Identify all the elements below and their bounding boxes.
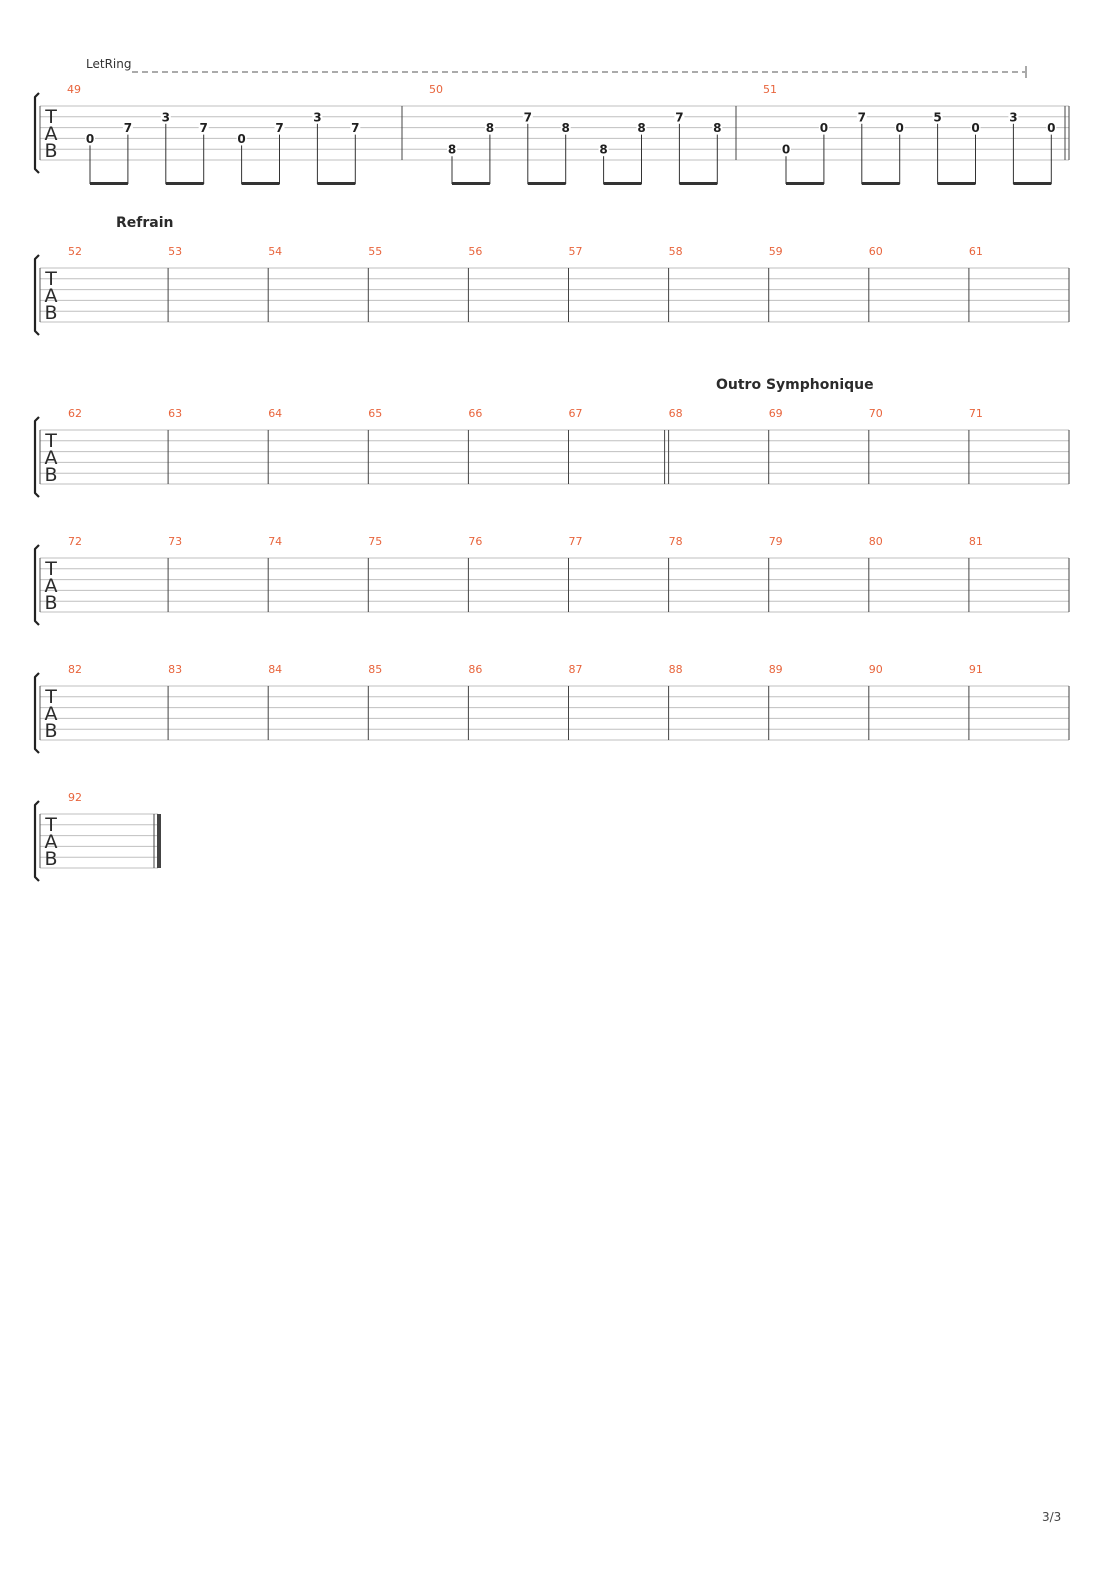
tab-clef-t: T	[45, 106, 57, 128]
fret-number: 0	[781, 142, 791, 157]
tab-clef-b: B	[44, 720, 58, 742]
fret-number: 3	[161, 110, 170, 125]
let-ring-label: LetRing	[86, 57, 132, 71]
measure-number: 72	[68, 535, 82, 548]
measure-number: 73	[168, 535, 183, 548]
measure-number: 89	[768, 663, 783, 676]
eighth-beam	[90, 182, 128, 185]
measure-number: 76	[468, 535, 483, 548]
measure-number: 74	[268, 535, 283, 548]
measure-number: 75	[368, 535, 383, 548]
measure-number: 57	[568, 245, 583, 258]
system-6-bracket	[35, 801, 39, 881]
fret-number: 0	[237, 131, 246, 146]
tab-clef-t: T	[45, 430, 57, 452]
eighth-beam	[679, 182, 717, 185]
measure-number: 66	[468, 407, 483, 420]
system-3-bracket	[35, 417, 39, 497]
measure-number: 60	[868, 245, 883, 258]
eighth-beam	[166, 182, 204, 185]
measure-number: 51	[763, 83, 777, 96]
tab-clef-b: B	[44, 302, 58, 324]
tab-clef-a: A	[44, 575, 58, 597]
eighth-beam	[242, 182, 280, 185]
measure-number: 56	[468, 245, 483, 258]
tab-clef-t: T	[45, 814, 57, 836]
fret-number: 7	[351, 121, 360, 136]
fret-number: 0	[895, 121, 904, 136]
eighth-beam	[786, 182, 824, 185]
tab-clef-a: A	[44, 831, 58, 853]
measure-number: 83	[168, 663, 183, 676]
measure-number: 91	[968, 663, 983, 676]
fret-number: 8	[637, 121, 646, 136]
measure-number: 81	[968, 535, 983, 548]
measure-number: 63	[168, 407, 183, 420]
fret-number: 7	[857, 110, 866, 125]
fret-number: 8	[485, 121, 495, 136]
fret-number: 0	[1047, 121, 1056, 136]
tab-clef-a: A	[44, 447, 58, 469]
measure-number: 77	[568, 535, 583, 548]
eighth-beam	[604, 182, 642, 185]
measure-number: 55	[368, 245, 383, 258]
system-4-bracket	[35, 545, 39, 625]
tab-clef-b: B	[44, 848, 58, 870]
measure-number: 58	[668, 245, 683, 258]
measure-number: 70	[868, 407, 883, 420]
eighth-beam	[452, 182, 490, 185]
measure-number: 54	[268, 245, 283, 258]
measure-number: 61	[968, 245, 983, 258]
measure-number: 85	[368, 663, 383, 676]
tab-clef-b: B	[44, 140, 58, 162]
system-1-bracket	[35, 93, 39, 173]
measure-number: 78	[668, 535, 683, 548]
measure-number: 64	[268, 407, 283, 420]
fret-number: 7	[675, 110, 684, 125]
tab-clef-t: T	[45, 558, 57, 580]
fret-number: 7	[523, 110, 532, 125]
measure-number: 90	[868, 663, 883, 676]
section-label: Outro Symphonique	[716, 377, 874, 393]
measure-number: 71	[968, 407, 983, 420]
measure-number: 62	[68, 407, 82, 420]
measure-number: 82	[68, 663, 82, 676]
eighth-beam	[317, 182, 355, 185]
measure-number: 79	[768, 535, 783, 548]
tab-clef-a: A	[44, 285, 58, 307]
tab-clef-b: B	[44, 592, 58, 614]
fret-number: 3	[313, 110, 322, 125]
measure-number: 80	[868, 535, 883, 548]
fret-number: 7	[275, 121, 284, 136]
eighth-beam	[1013, 182, 1051, 185]
measure-number: 92	[68, 791, 82, 804]
fret-number: 7	[123, 121, 133, 136]
measure-number: 59	[768, 245, 783, 258]
system-2-bracket	[35, 255, 39, 335]
measure-number: 88	[668, 663, 683, 676]
fret-number: 0	[971, 121, 980, 136]
tab-clef-a: A	[44, 703, 58, 725]
measure-number: 68	[668, 407, 683, 420]
measure-number: 67	[568, 407, 583, 420]
tab-clef-t: T	[45, 268, 57, 290]
eighth-beam	[528, 182, 566, 185]
eighth-beam	[862, 182, 900, 185]
section-label: Refrain	[116, 215, 174, 231]
measure-number: 86	[468, 663, 483, 676]
measure-number: 49	[67, 83, 81, 96]
tab-clef-b: B	[44, 464, 58, 486]
fret-number: 8	[561, 121, 570, 136]
measure-number: 65	[368, 407, 383, 420]
measure-number: 87	[568, 663, 583, 676]
fret-number: 5	[933, 110, 942, 125]
measure-number: 50	[429, 83, 443, 96]
eighth-beam	[938, 182, 976, 185]
tab-clef-t: T	[45, 686, 57, 708]
fret-number: 7	[199, 121, 208, 136]
measure-number: 84	[268, 663, 283, 676]
system-5-bracket	[35, 673, 39, 753]
fret-number: 8	[713, 121, 722, 136]
fret-number: 8	[447, 142, 457, 157]
fret-number: 3	[1009, 110, 1018, 125]
tab-clef-a: A	[44, 123, 58, 145]
measure-number: 69	[768, 407, 783, 420]
fret-number: 8	[599, 142, 608, 157]
page-number: 3/3	[1042, 1510, 1062, 1524]
fret-number: 0	[819, 121, 829, 136]
measure-number: 53	[168, 245, 183, 258]
fret-number: 0	[85, 131, 95, 146]
measure-number: 52	[68, 245, 82, 258]
